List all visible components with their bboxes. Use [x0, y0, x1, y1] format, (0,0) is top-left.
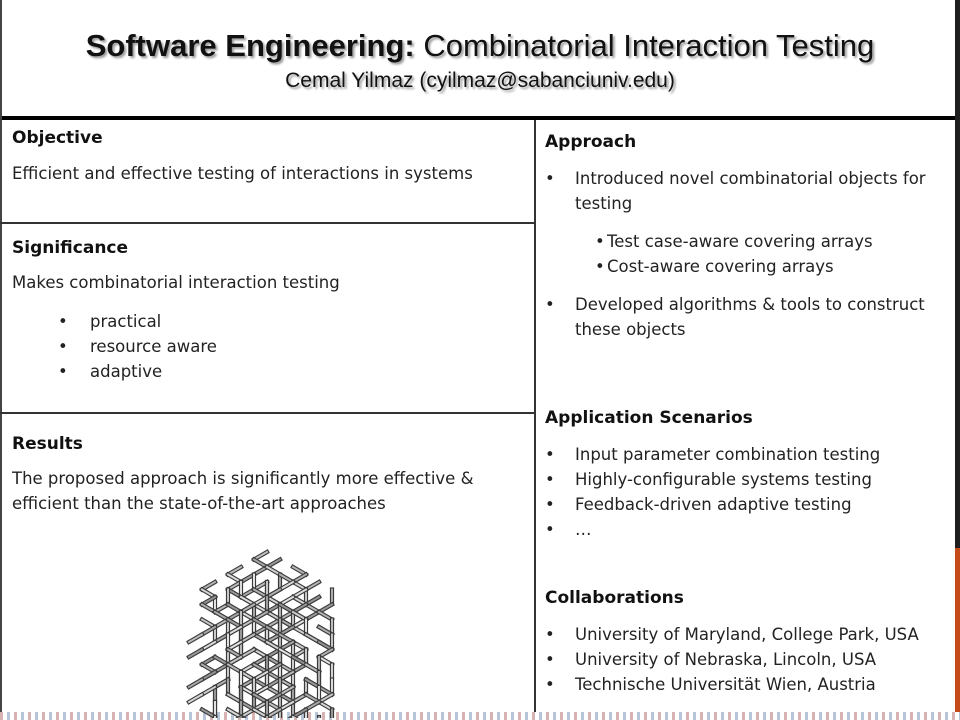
list-item: • practical — [12, 309, 527, 334]
right-accent-bar — [955, 548, 960, 720]
title-banner — [0, 0, 960, 118]
left-border — [0, 0, 2, 720]
header-divider — [0, 116, 960, 120]
scenarios-list — [545, 442, 950, 542]
section-divider-1 — [0, 222, 535, 224]
list-item: • Cost-aware covering arrays — [545, 254, 950, 279]
list-item: • Test case-aware covering arrays — [545, 229, 950, 254]
approach-heading: Approach — [545, 132, 637, 152]
covering-array-illustration — [172, 532, 362, 718]
significance-list — [12, 309, 527, 384]
section-divider-2 — [0, 412, 535, 414]
approach-list-2 — [545, 292, 950, 342]
list-item: • Highly-configurable systems testing — [545, 467, 950, 492]
approach-list — [545, 166, 950, 216]
collaborations-heading: Collaborations — [545, 588, 684, 608]
author-line: Cemal Yilmaz (cyilmaz@sabanciuniv.edu) — [285, 69, 675, 92]
list-item: • … — [545, 517, 950, 542]
list-item: • University of Maryland, College Park, USA — [545, 622, 950, 647]
list-item: • University of Nebraska, Lincoln, USA — [545, 647, 950, 672]
scenarios-section — [545, 408, 950, 542]
approach-sub-list — [545, 229, 950, 279]
significance-heading: Significance — [12, 238, 129, 258]
collaborations-section — [545, 588, 950, 697]
column-divider — [534, 120, 536, 720]
list-item: • Feedback-driven adaptive testing — [545, 492, 950, 517]
list-item: • adaptive — [12, 359, 527, 384]
results-line-2: efficient than the state-of-the-art approaches — [12, 494, 386, 513]
poster-title — [0, 28, 960, 64]
bottom-strip — [0, 712, 960, 720]
collaborations-list — [545, 622, 950, 697]
results-heading: Results — [12, 434, 83, 454]
approach-section — [545, 132, 950, 342]
objective-heading: Objective — [12, 128, 103, 148]
title-bold-part: Software Engineering: — [85, 28, 415, 63]
list-item — [545, 292, 950, 342]
list-item: • Input parameter combination testing — [545, 442, 950, 467]
significance-text: Makes combinatorial interaction testing — [12, 273, 340, 292]
scenarios-heading: Application Scenarios — [545, 408, 753, 428]
results-section — [12, 434, 527, 516]
approach-item-1-line-2: testing — [575, 194, 633, 213]
approach-item-1-line-1: • Introduced novel combinatorial objects for — [575, 169, 926, 188]
list-item: • resource aware — [12, 334, 527, 359]
list-item — [545, 166, 950, 216]
objective-text: Efficient and effective testing of interactions in systems — [12, 164, 473, 183]
approach-item-2-line-2: these objects — [575, 320, 686, 339]
significance-section — [12, 238, 527, 384]
results-line-1: The proposed approach is significantly more effective & — [12, 469, 474, 488]
list-item: • Technische Universität Wien, Austria — [545, 672, 950, 697]
approach-item-2-line-1: • Developed algorithms & tools to construct — [575, 295, 925, 314]
objective-section — [12, 128, 527, 186]
title-rest-part: Combinatorial Interaction Testing — [423, 28, 875, 63]
